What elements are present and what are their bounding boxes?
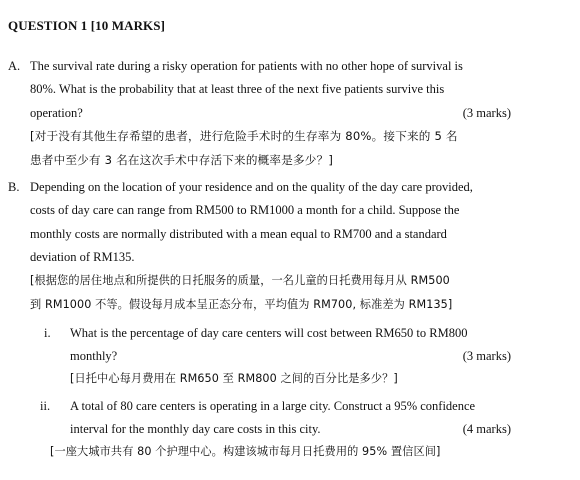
part-b-marker: B.: [8, 180, 20, 194]
sub-ii-line-2: interval for the monthly day care costs in this city.: [70, 422, 321, 436]
sub-ii-marker: ii.: [40, 399, 51, 413]
part-b-line-4: deviation of RM135.: [30, 250, 135, 264]
question-heading: QUESTION 1 [10 MARKS]: [8, 18, 166, 33]
sub-ii-translation: [一座大城市共有 80 个护理中心。构建该城市每月日托费用的 95% 置信区间]: [50, 445, 441, 458]
sub-i-marks: (3 marks): [462, 349, 511, 363]
sub-i-line-2: monthly?: [70, 349, 118, 363]
part-b-line-2: costs of day care can range from RM500 to RM1000 a month for a child. Suppose the: [30, 203, 460, 217]
sub-ii-line-1: A total of 80 care centers is operating in a large city. Construct a 95% confidence: [70, 399, 476, 413]
sub-i-translation: [日托中心每月费用在 RM650 至 RM800 之间的百分比是多少？]: [70, 372, 398, 385]
part-b-line-1: Depending on the location of your residence and on the quality of the day care provided,: [30, 180, 473, 194]
part-a-line-2: 80%. What is the probability that at least three of the next five patients survive this: [30, 82, 445, 96]
part-b-translation-1: [根据您的居住地点和所提供的日托服务的质量，一名儿童的日托费用每月从 RM500: [30, 274, 450, 287]
part-a-translation-1: [对于没有其他生存希望的患者，进行危险手术时的生存率为 80%。接下来的 5 名: [30, 129, 458, 143]
part-a-marker: A.: [8, 59, 21, 73]
part-a-line-3: operation?: [30, 106, 83, 120]
sub-i-line-1: What is the percentage of day care centers will cost between RM650 to RM800: [70, 326, 468, 340]
part-b-line-3: monthly costs are normally distributed with a mean equal to RM700 and a standard: [30, 227, 447, 241]
sub-ii-marks: (4 marks): [462, 422, 511, 436]
part-a-marks: (3 marks): [462, 106, 511, 120]
part-a-line-1: The survival rate during a risky operation for patients with no other hope of survival is: [30, 59, 463, 73]
part-a-translation-2: 患者中至少有 3 名在这次手术中存活下来的概率是多少？]: [30, 153, 334, 167]
sub-i-marker: i.: [44, 326, 51, 340]
part-b-translation-2: 到 RM1000 不等。假设每月成本呈正态分布，平均值为 RM700, 标准差为 RM135]: [30, 298, 453, 311]
